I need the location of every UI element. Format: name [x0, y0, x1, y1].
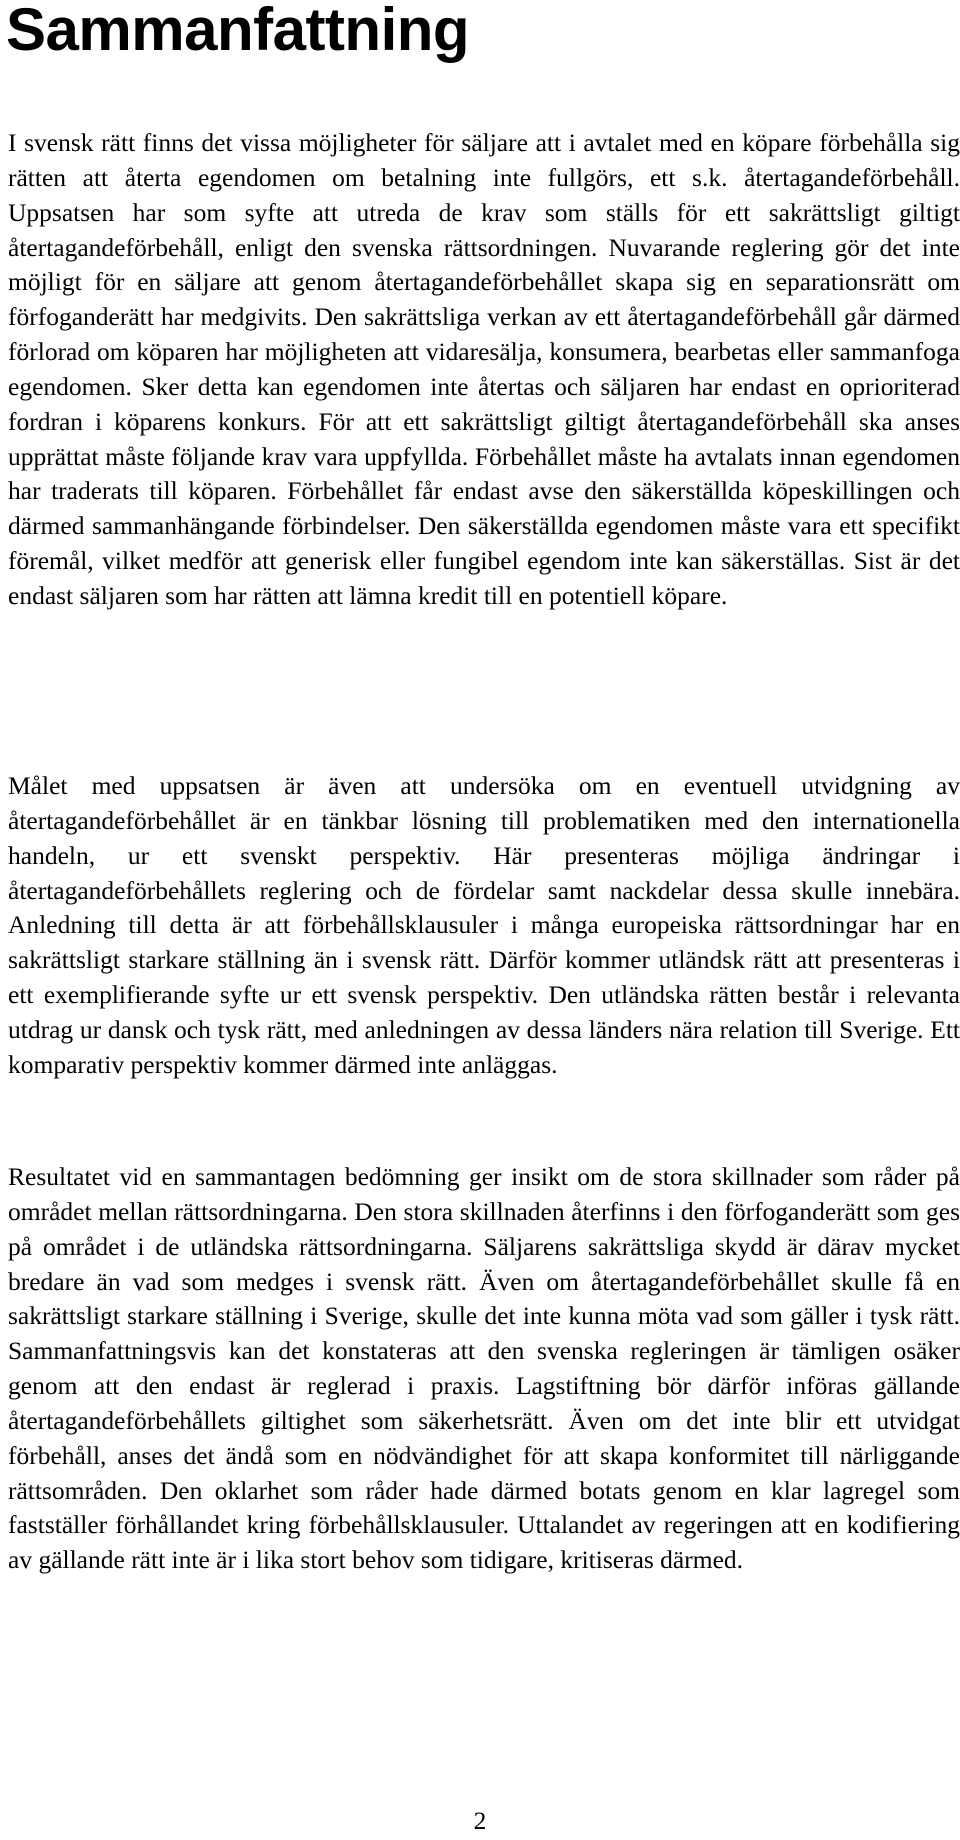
paragraph: Resultatet vid en sammantagen bedömning ger insikt om de stora skillnader som råder på området mellan rättsordningarna. Den stora skillnaden återfinns i den förfoganderätt som ges på området i de utländska rättsordningarna. Säljarens sakrättsliga skydd är därav mycket bredare än vad som medges i svensk rätt. Även om återtagandeförbehållet skulle få en sakrättsligt starkare ställning i Sverige, skulle det inte kunna möta vad som gäller i tysk rätt. Sammanfattningsvis kan det konstateras att den svenska regleringen är tämligen osäker genom att den endast är reglerad i praxis. Lagstiftning bör därför införas gällande återtagandeförbehållets giltighet som säkerhetsrätt. Även om det inte blir ett utvidgat förbehåll, anses det ändå som en nödvändighet för att skapa konformitet till närliggande rättsområden. Den oklarhet som råder hade därmed botats genom en klar lagregel som fastställer förhållandet kring förbehållsklausuler. Uttalandet av regeringen att en kodifiering av gällande rätt inte är i lika stort behov som tidigare, kritiseras därmed. [8, 1162, 960, 1575]
paragraph: I svensk rätt finns det vissa möjligheter för säljare att i avtalet med en köpare förbehålla sig rätten att återta egendomen om betalning inte fullgörs, ett s.k. återtagandeförbehåll. Uppsatsen har som syfte att utreda de krav som ställs för ett sakrättsligt giltigt återtagandeförbehåll, enligt den svenska rättsordningen. Nuvarande reglering gör det inte möjligt för en säljare att genom återtagandeförbehållet skapa sig en separationsrätt om förfoganderätt har medgivits. Den sakrättsliga verkan av ett återtagandeförbehåll går därmed förlorad om köparen har möjligheten att vidaresälja, konsumera, bearbetas eller sammanfoga egendomen. Sker detta kan egendomen inte återtas och säljaren har endast en oprioriterad fordran i köparens konkurs. För att ett sakrättsligt giltigt återtagandeförbehåll ska anses upprättat måste följande krav vara uppfyllda. Förbehållet måste ha avtalats innan egendomen har traderats till köparen. Förbehållet får endast avse den säkerställda köpeskillingen och därmed sammanhängande förbindelser. Den säkerställda egendomen måste vara ett specifikt föremål, vilket medför att generisk eller fungibel egendom inte kan säkerställas. Sist är det endast säljaren som har rätten att lämna kredit till en potentiell köpare. [8, 128, 960, 610]
paragraph: Målet med uppsatsen är även att undersöka om en eventuell utvidgning av återtagandeförbehållet är en tänkbar lösning till problematiken med den internationella handeln, ur ett svenskt perspektiv. Här presenteras möjliga ändringar i återtagandeförbehållets reglering och de fördelar samt nackdelar dessa skulle innebära. Anledning till detta är att förbehållsklausuler i många europeiska rättsordningar har en sakrättsligt starkare ställning än i svensk rätt. Därför kommer utländsk rätt att presenteras i ett exemplifierande syfte ur ett svensk perspektiv. Den utländska rätten består i relevanta utdrag ur dansk och tysk rätt, med anledningen av dessa länders nära relation till Sverige. Ett komparativ perspektiv kommer därmed inte anläggas. [8, 771, 960, 1079]
page-number: 2 [473, 1806, 487, 1835]
section-heading: Sammanfattning [6, 0, 470, 63]
